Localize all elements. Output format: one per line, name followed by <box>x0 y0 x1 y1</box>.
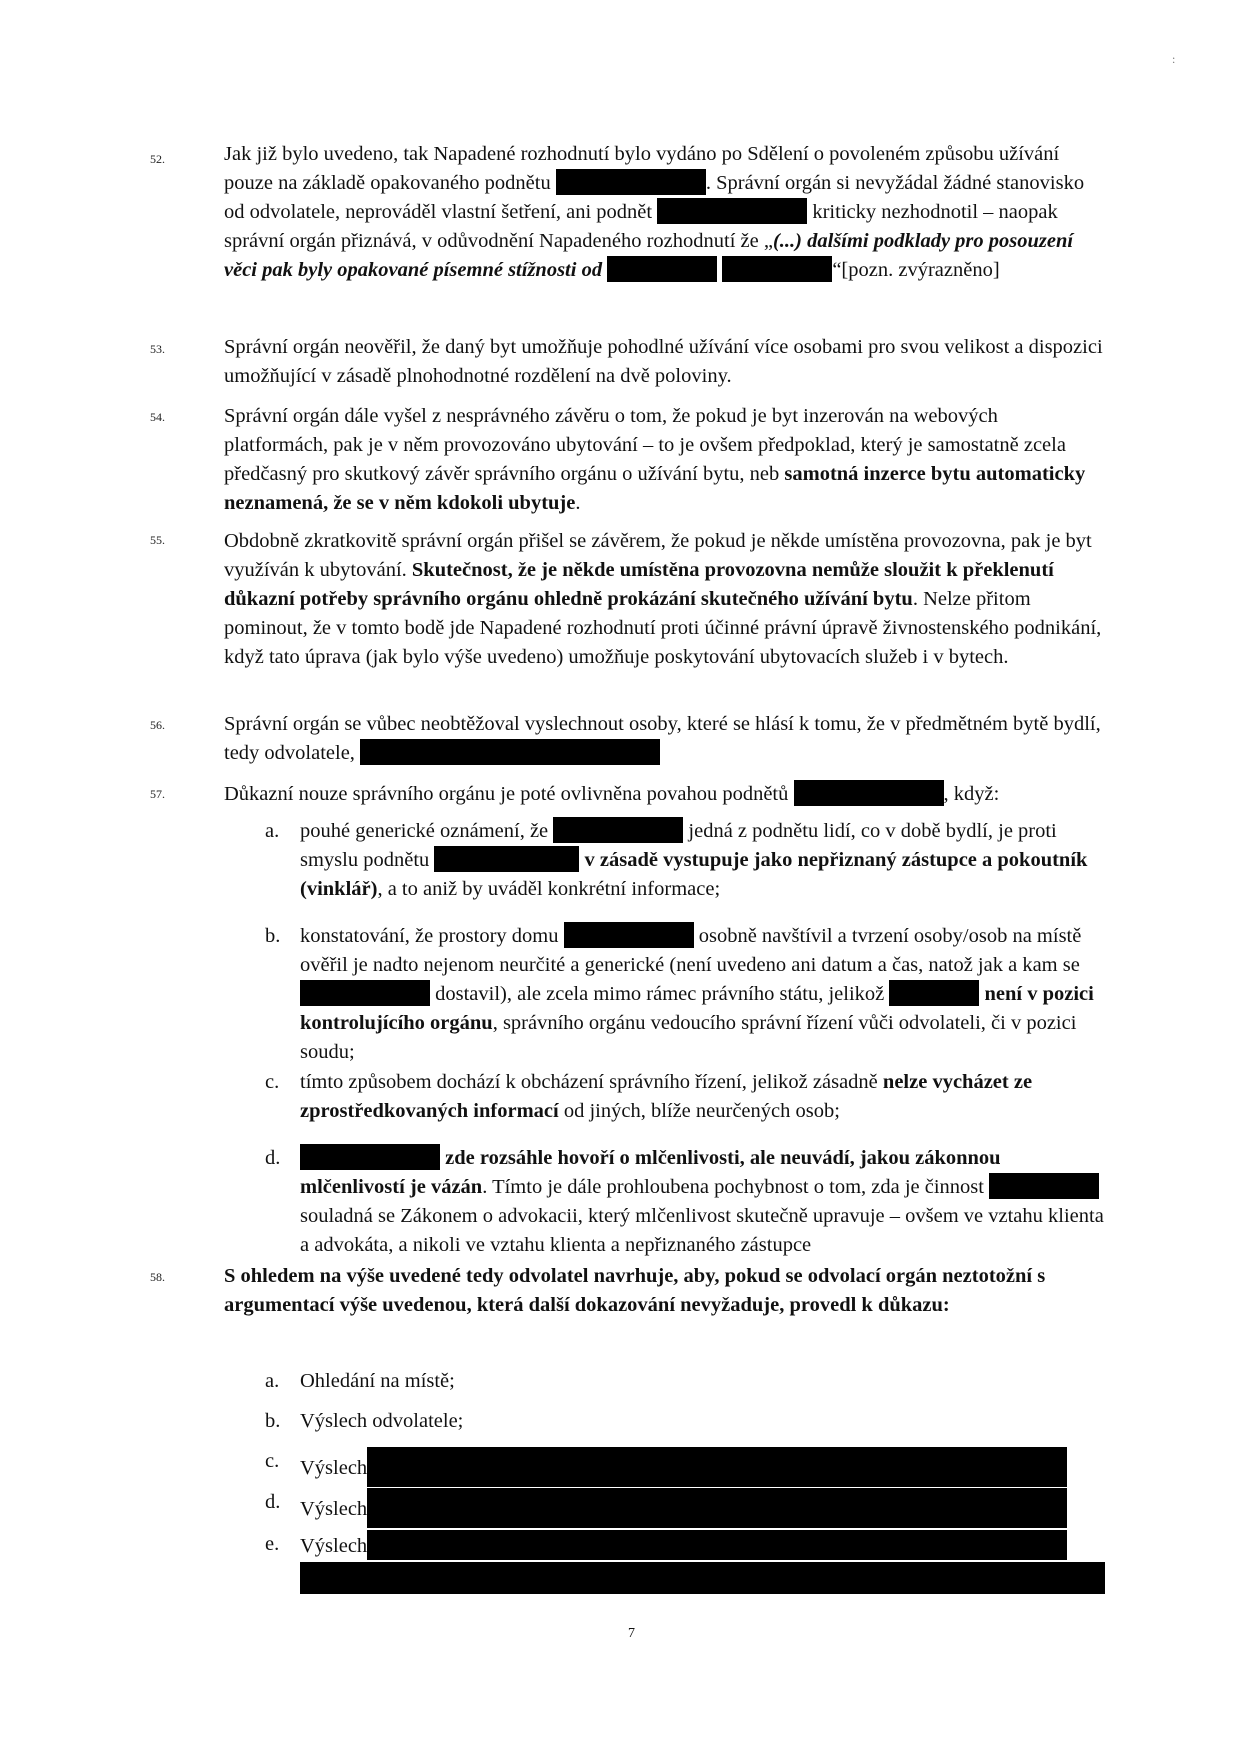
p58-bold-1: S ohledem na výše uvedené tedy odvolatel navrhuje, aby, pokud se odvolací orgán neztotožní s argumentací výše uvedenou, která další dokazování nevyžaduje, provedl k důkazu: <box>224 1265 1046 1316</box>
p57c-text-1: tímto způsobem dochází k obcházení správního řízení, jelikož zásadně <box>300 1071 883 1093</box>
redaction <box>300 980 430 1006</box>
p55-bold-1: Skutečnost, že je někde umístěna provozovna nemůže sloužit k překlenutí důkazní potřeby správního orgánu ohledně prokázání skutečného užívání bytu <box>224 559 1054 610</box>
list-item-58a: Ohledání na místě; <box>300 1370 455 1392</box>
p54-text-1: Správní orgán dále vyšel z nesprávného závěru o tom, že pokud je byt inzerován na webových platformách, pak je v něm provozováno ubytování – to je ovšem předpoklad, který je samostatně zcela předčasný pro skutkový závěr správního orgánu o užívání bytu, neb <box>224 405 1066 485</box>
list-item-57b <box>300 922 1105 1067</box>
redaction <box>607 256 717 282</box>
list-label-58a: a. <box>265 1370 280 1392</box>
p57d-text-1: . Tímto je dále prohloubena pochybnost o tom, zda je činnost <box>482 1176 984 1198</box>
paragraph-number-53: 53. <box>150 342 165 356</box>
paragraph-number-58: 58. <box>150 1270 165 1284</box>
redaction <box>657 198 807 224</box>
p56-text-1: Správní orgán se vůbec neobtěžoval vyslechnout osoby, které se hlásí k tomu, že v předmětném bytě bydlí, tedy odvolatele, <box>224 713 1101 764</box>
p54-bold-1: samotná inzerce bytu automaticky neznamená, že se v něm kdokoli ubytuje <box>224 463 1086 514</box>
redaction <box>360 739 660 765</box>
p58c-text: Výslech <box>300 1457 368 1479</box>
redaction <box>889 980 979 1006</box>
p57a-text-2: jedná z podnětu lidí, co v době bydlí, je proti smyslu podnětu <box>300 820 1057 871</box>
list-label-58e: e. <box>265 1533 280 1555</box>
list-item-58e <box>300 1530 1105 1561</box>
paragraph-number-57: 57. <box>150 787 165 801</box>
paragraph-52 <box>224 140 1104 285</box>
p57d-bold-1: zde rozsáhle hovoří o mlčenlivosti, ale neuvádí, jakou zákonnou mlčenlivostí je vázán <box>300 1147 1001 1198</box>
p58d-text: Výslech <box>300 1498 368 1520</box>
p54-text-2: . <box>575 492 581 514</box>
redaction <box>367 1488 1067 1528</box>
p57b-text-4: , správního orgánu vedoucího správní řízení vůči odvolateli, či v pozici soudu; <box>300 1012 1077 1063</box>
paragraph-55 <box>224 527 1104 672</box>
list-item-58d <box>300 1488 1105 1528</box>
list-item-57c <box>300 1068 1105 1126</box>
redaction <box>564 922 694 948</box>
redaction <box>989 1173 1099 1199</box>
list-item-58b: Výslech odvolatele; <box>300 1410 464 1432</box>
p57b-text-2: osobně navštívil a tvrzení osoby/osob na místě ověřil je nadto nejenom neurčité a generické (není uvedeno ani datum a čas, natož jak a kam se <box>300 925 1082 976</box>
p57b-text-3: dostavil), ale zcela mimo rámec právního státu, jelikož <box>435 983 885 1005</box>
paragraph-number-55: 55. <box>150 533 165 547</box>
p57b-bold-1: není v pozici kontrolujícího orgánu <box>300 983 1094 1034</box>
redaction <box>300 1562 1105 1594</box>
list-label-c: c. <box>265 1071 280 1093</box>
p57-text-2: , když: <box>943 783 1000 805</box>
list-label-58c: c. <box>265 1450 280 1472</box>
redaction <box>553 817 683 843</box>
p52-quote: (...) dalšími podklady pro posouzení věci pak byly opakované písemné stížnosti od <box>224 230 1074 281</box>
p52-text-2: . Správní orgán si nevyžádal žádné stanovisko od odvolatele, neprováděl vlastní šetření, ani podnět <box>224 172 1085 223</box>
list-label-a: a. <box>265 820 280 842</box>
list-label-d: d. <box>265 1147 281 1169</box>
paragraph-number-54: 54. <box>150 410 165 424</box>
list-item-57a <box>300 817 1105 904</box>
p58e-text: Výslech <box>300 1535 368 1557</box>
p52-text-1: Jak již bylo uvedeno, tak Napadené rozhodnutí bylo vydáno po Sdělení o povoleném způsobu užívání pouze na základě opakovaného podnětu <box>224 143 1060 194</box>
redaction <box>367 1447 1067 1487</box>
redaction <box>722 256 832 282</box>
p55-text-1: Obdobně zkratkovitě správní orgán přišel se závěrem, že pokud je někde umístěna provozovna, pak je byt využíván k ubytování. <box>224 530 1092 581</box>
paragraph-58 <box>224 1262 1104 1320</box>
redaction <box>434 846 579 872</box>
paragraph-53 <box>224 333 1104 391</box>
list-label-58d: d. <box>265 1491 281 1513</box>
redaction <box>794 780 944 806</box>
p52-text-4: “[pozn. zvýrazněno] <box>832 259 1000 281</box>
p57-text-1: Důkazní nouze správního orgánu je poté ovlivněna povahou podnětů <box>224 783 789 805</box>
p57a-bold-1: v zásadě vystupuje jako nepřiznaný zástupce a pokoutník (vinklář) <box>300 849 1088 900</box>
paragraph-number-56: 56. <box>150 718 165 732</box>
stray-mark: : <box>1172 52 1176 66</box>
paragraph-57 <box>224 780 1104 809</box>
p57c-text-2: od jiných, blíže neurčených osob; <box>558 1100 840 1122</box>
list-item-58c <box>300 1447 1105 1487</box>
list-item-57d <box>300 1144 1105 1260</box>
paragraph-56 <box>224 710 1104 768</box>
redaction <box>300 1144 440 1170</box>
p55-text-2: . Nelze přitom pominout, že v tomto bodě jde Napadené rozhodnutí proti účinné právní úpravě živnostenského podnikání, když tato úprava (jak bylo výše uvedeno) umožňuje poskytování ubytovacích služeb i v bytech. <box>224 588 1102 668</box>
p57a-text-3: , a to aniž by uváděl konkrétní informace; <box>377 878 721 900</box>
page-number: 7 <box>628 1626 635 1641</box>
list-label-58b: b. <box>265 1410 281 1432</box>
paragraph-number-52: 52. <box>150 152 165 166</box>
list-label-b: b. <box>265 925 281 947</box>
redaction <box>556 169 706 195</box>
paragraph-54 <box>224 402 1104 518</box>
p57c-bold-1: nelze vycházet ze zprostředkovaných informací <box>300 1071 1033 1122</box>
p57b-text-1: konstatování, že prostory domu <box>300 925 559 947</box>
redaction <box>367 1530 1067 1560</box>
p57d-text-2: souladná se Zákonem o advokacii, který mlčenlivost skutečně upravuje – ovšem ve vztahu klienta a advokáta, a nikoli ve vztahu klienta a nepřiznaného zástupce <box>300 1205 1104 1256</box>
p53-text-1: Správní orgán neověřil, že daný byt umožňuje pohodlné užívání více osobami pro svou velikost a dispozici umožňující v zásadě plnohodnotné rozdělení na dvě poloviny. <box>224 336 1103 387</box>
p57a-text-1: pouhé generické oznámení, že <box>300 820 549 842</box>
p52-text-3: kriticky nezhodnotil – naopak správní orgán přiznává, v odůvodnění Napadeného rozhodnutí že „ <box>224 201 1058 252</box>
